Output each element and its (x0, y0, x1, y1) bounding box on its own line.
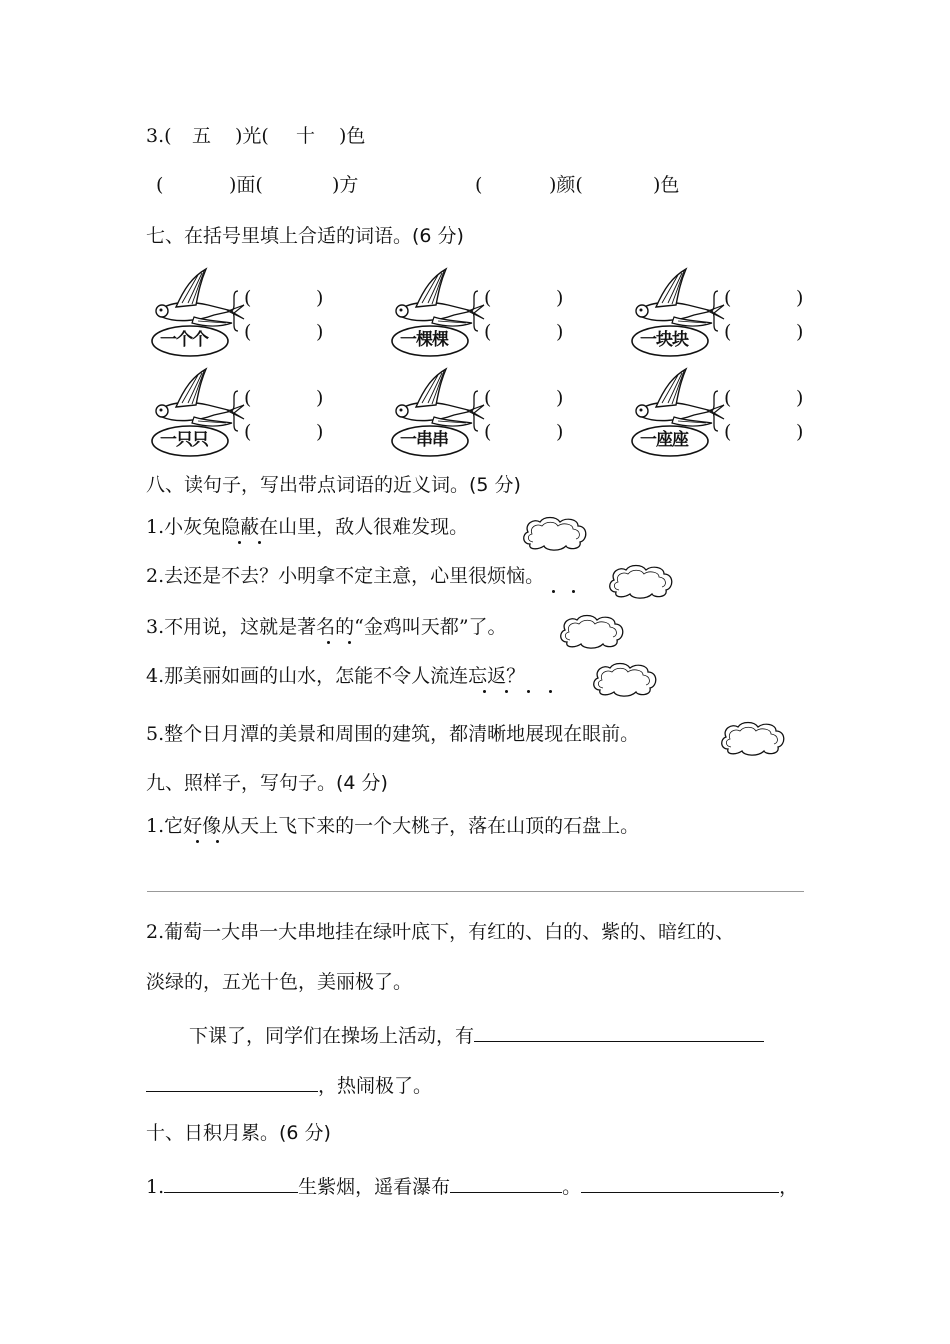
q6-line4-a3: )方 (332, 174, 359, 196)
q7-item-label: 一棵棵 (400, 330, 448, 350)
q7-item-label: 一串串 (400, 430, 448, 450)
q10-line-1-c: ， (779, 1176, 799, 1198)
q8-sentence-5: 5.整个日月潭的美景和周围的建筑，都清晰地展现在眼前。 (146, 723, 640, 745)
cloud-icon (718, 719, 788, 757)
paren-open: ( (244, 421, 252, 443)
q9-task-end: ，热闹极了。 (318, 1075, 433, 1097)
emphasis-dot (216, 840, 219, 843)
q7-item (630, 365, 820, 457)
emphasis-dot (483, 690, 486, 693)
q6-line3-word1: 五 (192, 125, 212, 147)
q7-item (150, 365, 340, 457)
q9-task-start: 下课了，同学们在操场上活动，有 (189, 1025, 475, 1047)
q8-sentence-1: 1.小灰兔隐蔽在山里，敌人很难发现。 (146, 516, 469, 538)
q9-task-line (189, 1023, 764, 1046)
emphasis-dot (238, 541, 241, 544)
q6-line4-a1: ( (156, 174, 164, 196)
cloud-answer-box[interactable] (606, 562, 676, 605)
q10-blank-1[interactable] (164, 1174, 298, 1193)
q9-example-1: 1.它好像从天上飞下来的一个大桃子，落在山顶的石盘上。 (146, 815, 640, 837)
q7-item (390, 265, 580, 357)
q7-item-label: 一个个 (160, 330, 208, 350)
q7-title: 七、在括号里填上合适的词语。(6 分) (146, 225, 464, 247)
q6-line4-b1: ( (475, 174, 483, 196)
paren-close: ) (556, 421, 564, 443)
cloud-answer-box[interactable] (718, 719, 788, 762)
q9-title: 九、照样子，写句子。(4 分) (146, 772, 388, 794)
q10-title: 十、日积月累。(6 分) (146, 1122, 331, 1144)
q9-task-blank-1[interactable] (474, 1023, 764, 1042)
q8-title: 八、读句子，写出带点词语的近义词。(5 分) (146, 474, 521, 496)
q6-line4-b2: )颜( (549, 174, 583, 196)
q8-sentence-4: 4.那美丽如画的山水，怎能不令人流连忘返？ (146, 665, 526, 687)
cloud-icon (520, 514, 590, 552)
emphasis-dot (549, 690, 552, 693)
paren-close: ) (796, 321, 804, 343)
emphasis-dot (258, 541, 261, 544)
emphasis-dot (196, 840, 199, 843)
paren-close: ) (796, 287, 804, 309)
paren-open: ( (724, 321, 732, 343)
q7-item (390, 365, 580, 457)
paren-open: ( (484, 287, 492, 309)
paren-close: ) (556, 321, 564, 343)
q9-task-line-2 (146, 1073, 432, 1096)
q10-line-1-num: 1. (146, 1176, 165, 1198)
q9-answer-line[interactable] (147, 891, 804, 892)
paren-close: ) (316, 387, 324, 409)
paren-open: ( (724, 287, 732, 309)
q7-item (150, 265, 340, 357)
emphasis-dot (527, 690, 530, 693)
paren-open: ( (244, 387, 252, 409)
q7-item (630, 265, 820, 357)
q10-blank-3[interactable] (581, 1174, 779, 1193)
cloud-answer-box[interactable] (557, 612, 627, 655)
emphasis-dot (327, 641, 330, 644)
q7-item-label: 一只只 (160, 430, 208, 450)
emphasis-dot (505, 690, 508, 693)
emphasis-dot (572, 590, 575, 593)
cloud-answer-box[interactable] (590, 660, 660, 703)
paren-close: ) (796, 387, 804, 409)
paren-open: ( (484, 387, 492, 409)
paren-close: ) (316, 287, 324, 309)
cloud-answer-box[interactable] (520, 514, 590, 557)
q9-example-2-line2: 淡绿的，五光十色，美丽极了。 (146, 971, 413, 993)
paren-open: ( (724, 387, 732, 409)
q6-line3-prefix: 3.( (146, 125, 172, 147)
cloud-icon (606, 562, 676, 600)
cloud-icon (557, 612, 627, 650)
q6-line4-b3: )色 (653, 174, 680, 196)
q7-item-label: 一块块 (640, 330, 688, 350)
q6-line4-a2: )面( (229, 174, 263, 196)
paren-open: ( (484, 421, 492, 443)
emphasis-dot (552, 590, 555, 593)
q8-sentence-2: 2.去还是不去？小明拿不定主意，心里很烦恼。 (146, 565, 545, 587)
paren-open: ( (724, 421, 732, 443)
q9-example-2-line1: 2.葡萄一大串一大串地挂在绿叶底下，有红的、白的、紫的、暗红的、 (146, 921, 735, 943)
q9-task-blank-2[interactable] (146, 1073, 318, 1092)
q10-line-1-b: 。 (562, 1176, 582, 1198)
q7-item-label: 一座座 (640, 430, 688, 450)
emphasis-dot (348, 641, 351, 644)
q6-line3-mid2: )色 (339, 125, 366, 147)
paren-open: ( (244, 287, 252, 309)
q10-line-1 (146, 1174, 798, 1197)
paren-open: ( (244, 321, 252, 343)
paren-open: ( (484, 321, 492, 343)
q10-blank-2[interactable] (450, 1174, 562, 1193)
q10-line-1-a: 生紫烟，遥看瀑布 (298, 1176, 451, 1198)
q6-line3-mid1: )光( (235, 125, 269, 147)
q6-line3-word2: 十 (296, 125, 316, 147)
paren-close: ) (556, 387, 564, 409)
q8-sentence-3: 3.不用说，这就是著名的“金鸡叫天都”了。 (146, 616, 507, 638)
cloud-icon (590, 660, 660, 698)
paren-close: ) (796, 421, 804, 443)
paren-close: ) (316, 321, 324, 343)
paren-close: ) (316, 421, 324, 443)
paren-close: ) (556, 287, 564, 309)
